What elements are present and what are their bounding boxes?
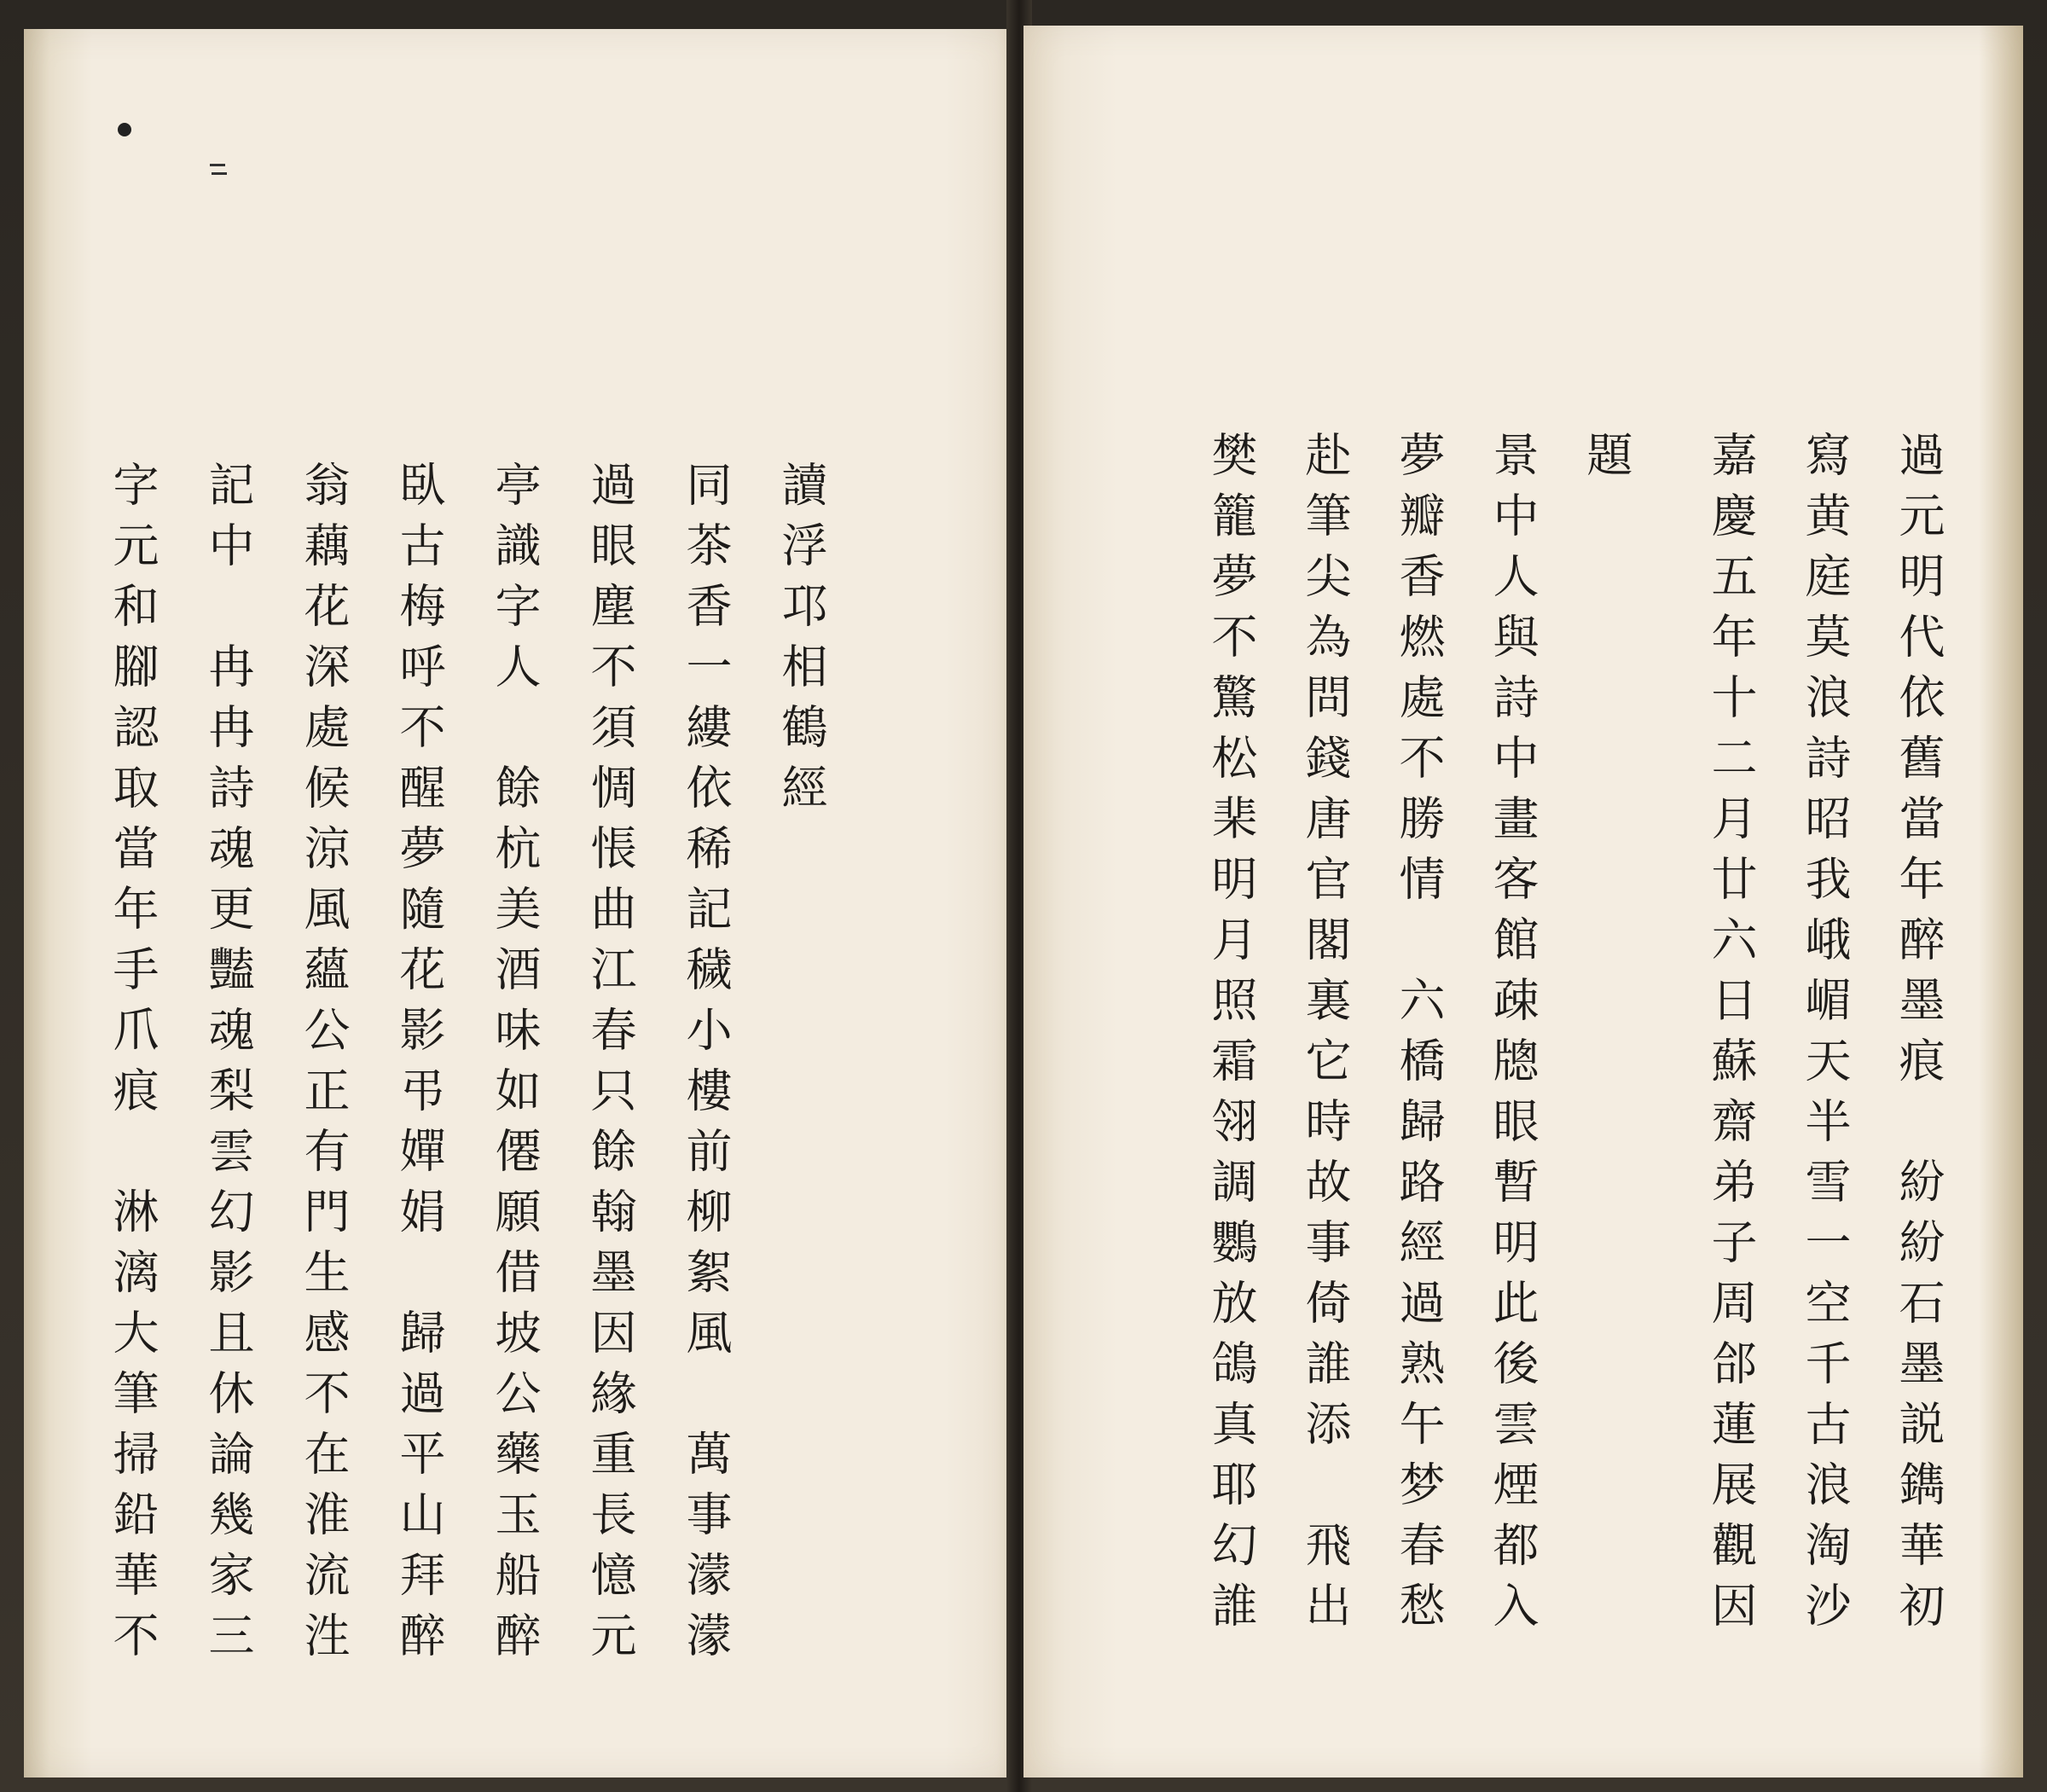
ink-dash-mark [212,172,227,175]
text-column: 記中 冉冉詩魂更豔魂梨雲幻影且休論幾家三 [201,461,255,1672]
text-column: 過元明代依舊當年醉墨痕 紛紛石墨説鐫華初 [1892,431,1946,1642]
ink-dash-mark [210,164,225,166]
right-page [1024,26,2023,1778]
left-page [24,29,1013,1778]
text-column: 過眼塵不須惆悵曲江春只餘翰墨因緣重長憶元 [583,461,637,1672]
text-column: 翁藕花深處候涼風蘊公正有門生感不在淮流泩 [297,461,351,1672]
ink-spot-mark [118,123,131,136]
text-column: 亭識字人 餘杭美酒味如僊願借坡公藥玉船醉 [488,461,542,1672]
text-column: 嘉慶五年十二月廿六日蘇齋弟子周郃蓮展觀因 [1704,431,1758,1642]
text-column: 題 [1580,431,1633,491]
text-column: 字元和腳認取當年手爪痕 淋漓大筆掃鉛華不 [106,461,159,1672]
text-column: 景中人與詩中畫客館疎牕眼暫明此後雲煙都入 [1486,431,1540,1642]
text-column: 赴筆尖為問錢唐官閣裏它時故事倚誰添 飛出 [1298,431,1352,1642]
text-column: 讀浮邛相鶴經 [774,461,828,824]
text-column: 樊籠夢不驚松棐明月照霜翎調鸚放鴿真耶幻誰 [1204,431,1258,1642]
text-column: 同茶香一縷依稀記穢小樓前柳絮風 萬事濛濛 [679,461,733,1672]
text-column: 夢瓣香燃處不勝情 六橋歸路經過熟午梦春愁 [1392,431,1446,1642]
text-column: 臥古梅呼不醒夢隨花影弔嬋娟 歸過平山拜醉 [392,461,446,1672]
text-column: 寫黄庭莫浪詩昭我峨嵋天半雪一空千古浪淘沙 [1798,431,1852,1642]
